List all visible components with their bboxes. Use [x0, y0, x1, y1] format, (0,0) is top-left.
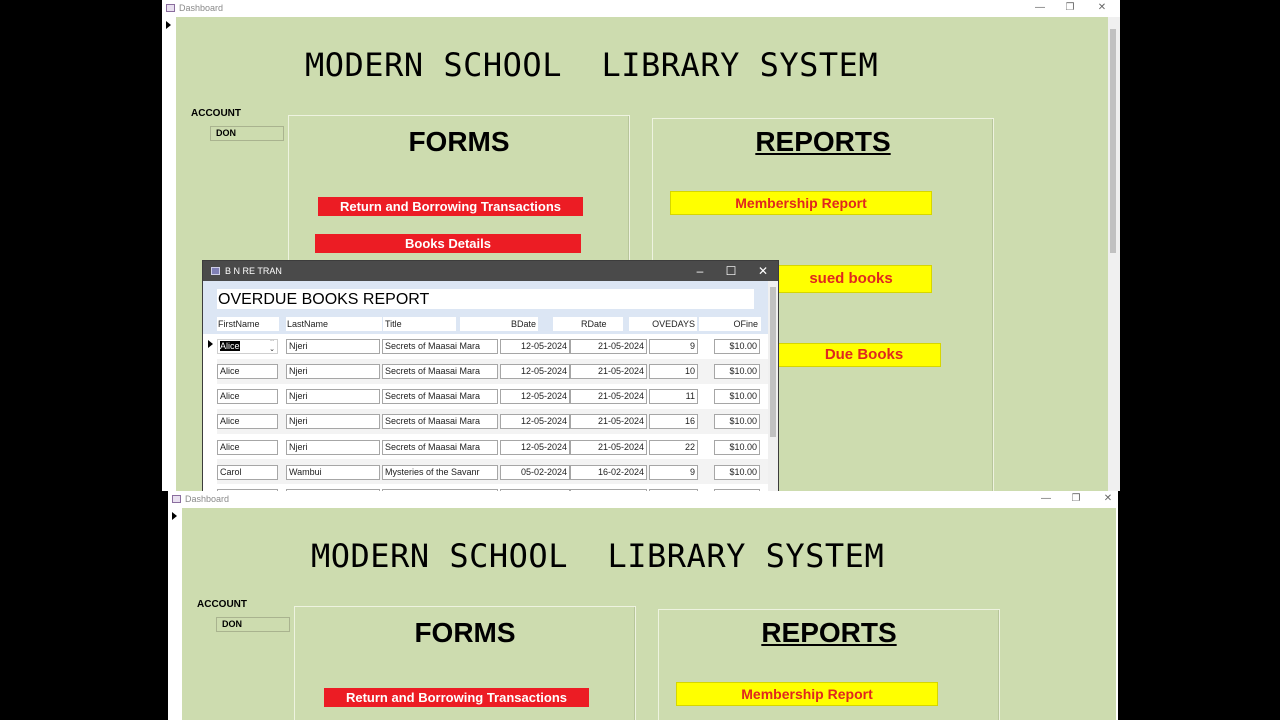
col-header-ovedays: OVEDAYS [629, 317, 697, 331]
cell-bdate[interactable]: 12-05-2024 [500, 440, 570, 455]
cell-firstname[interactable]: Alice [217, 389, 278, 404]
books-details-button[interactable]: Books Details [315, 234, 581, 253]
minimize-button[interactable]: — [1035, 2, 1045, 13]
form-canvas [182, 508, 1116, 720]
selected-text: Alice [220, 341, 240, 351]
col-header-title: Title [383, 317, 456, 331]
col-header-rdate: RDate [553, 317, 623, 331]
cell-firstname[interactable]: Alice [217, 440, 278, 455]
row-selector[interactable] [203, 459, 217, 484]
cell-ofine[interactable]: $10.00 [714, 465, 760, 480]
record-selector[interactable] [162, 17, 177, 491]
popup-close-button[interactable]: ✕ [757, 264, 769, 278]
close-button[interactable]: ✕ [1103, 493, 1113, 504]
vertical-scrollbar[interactable] [1108, 17, 1120, 491]
cell-bdate[interactable]: 12-05-2024 [500, 339, 570, 354]
form-icon [166, 4, 175, 12]
reports-title: REPORTS [761, 617, 897, 648]
cell-rdate[interactable]: 21-05-2024 [570, 440, 647, 455]
forms-panel [294, 606, 636, 720]
cell-ofine[interactable]: $10.00 [714, 389, 760, 404]
record-pointer-icon [166, 21, 171, 29]
cell-firstname[interactable]: Carol [217, 465, 278, 480]
popup-maximize-button[interactable]: ☐ [725, 264, 737, 278]
cell-ovedays[interactable]: 22 [649, 440, 698, 455]
cell-ovedays[interactable]: 16 [649, 414, 698, 429]
cell-lastname[interactable]: Njeri [286, 389, 380, 404]
overdue-books-label: Due Books [824, 346, 904, 363]
forms-title: FORMS [408, 126, 510, 157]
account-field[interactable]: DON [210, 126, 284, 141]
col-header-bdate: BDate [460, 317, 538, 331]
report-body [203, 281, 769, 491]
popup-title: B N RE TRAN [225, 266, 282, 276]
system-title: MODERN SCHOOL LIBRARY SYSTEM [305, 46, 879, 84]
cell-rdate[interactable]: 21-05-2024 [570, 364, 647, 379]
popup-title-bar [203, 261, 778, 281]
cell-title[interactable]: Mysteries of the Savanr [382, 465, 498, 480]
reports-title: REPORTS [755, 126, 891, 157]
minimize-button[interactable]: — [1041, 493, 1051, 504]
cell-lastname[interactable]: Njeri [286, 364, 380, 379]
membership-report-button[interactable]: Membership Report [670, 191, 932, 215]
row-selector[interactable] [203, 359, 217, 384]
cell-lastname[interactable]: Njeri [286, 414, 380, 429]
row-selector[interactable] [203, 334, 217, 359]
spinner-icon[interactable]: ⌃ ⌄ [269, 339, 275, 353]
cell-ovedays[interactable]: 10 [649, 364, 698, 379]
cell-bdate[interactable]: 12-05-2024 [500, 389, 570, 404]
account-field[interactable]: DON [216, 617, 290, 632]
reports-panel [658, 609, 1000, 720]
dashboard-window-bottom [168, 491, 1118, 720]
cell-rdate[interactable]: 21-05-2024 [570, 339, 647, 354]
cell-firstname[interactable]: Alice [217, 364, 278, 379]
record-selector[interactable] [168, 508, 183, 720]
membership-report-button[interactable]: Membership Report [676, 682, 938, 706]
record-pointer-icon [172, 512, 177, 520]
cell-title[interactable]: Secrets of Maasai Mara [382, 440, 498, 455]
cell-firstname[interactable] [217, 339, 278, 354]
popup-vertical-scrollbar[interactable] [768, 281, 778, 491]
cell-firstname[interactable]: Alice [217, 414, 278, 429]
col-header-ofine: OFine [699, 317, 761, 331]
col-header-lastname: LastName [286, 317, 382, 331]
form-icon [172, 495, 181, 503]
restore-button[interactable]: ❐ [1071, 493, 1081, 504]
account-label: ACCOUNT [197, 599, 247, 610]
row-selector[interactable] [203, 409, 217, 434]
cell-ofine[interactable]: $10.00 [714, 440, 760, 455]
title-bar [168, 491, 1118, 508]
system-title: MODERN SCHOOL LIBRARY SYSTEM [311, 537, 885, 575]
cell-lastname[interactable]: Wambui [286, 465, 380, 480]
cell-title[interactable]: Secrets of Maasai Mara [382, 414, 498, 429]
scrollbar-thumb[interactable] [770, 287, 776, 437]
cell-ovedays[interactable]: 9 [649, 339, 698, 354]
cell-ovedays[interactable]: 11 [649, 389, 698, 404]
return-borrowing-button[interactable]: Return and Borrowing Transactions [318, 197, 583, 216]
cell-title[interactable]: Secrets of Maasai Mara [382, 339, 498, 354]
col-header-firstname: FirstName [217, 317, 279, 331]
cell-rdate[interactable]: 21-05-2024 [570, 389, 647, 404]
cell-ofine[interactable]: $10.00 [714, 339, 760, 354]
account-label: ACCOUNT [191, 108, 241, 119]
popup-minimize-button[interactable]: – [696, 264, 704, 278]
cell-rdate[interactable]: 21-05-2024 [570, 414, 647, 429]
cell-bdate[interactable]: 12-05-2024 [500, 414, 570, 429]
forms-title: FORMS [414, 617, 516, 648]
issued-books-label: sued books [809, 270, 893, 287]
cell-bdate[interactable]: 05-02-2024 [500, 465, 570, 480]
current-record-icon [208, 340, 213, 348]
cell-lastname[interactable]: Njeri [286, 440, 380, 455]
cell-lastname[interactable]: Njeri [286, 339, 380, 354]
window-title: Dashboard [185, 494, 230, 504]
cell-ovedays[interactable]: 9 [649, 465, 698, 480]
row-selector[interactable] [203, 384, 217, 409]
cell-title[interactable]: Secrets of Maasai Mara [382, 364, 498, 379]
cell-bdate[interactable]: 12-05-2024 [500, 364, 570, 379]
window-title: Dashboard [179, 3, 224, 13]
cell-ofine[interactable]: $10.00 [714, 414, 760, 429]
overdue-report-popup [202, 260, 779, 492]
title-bar [162, 0, 1120, 17]
return-borrowing-button[interactable]: Return and Borrowing Transactions [324, 688, 589, 707]
close-button[interactable]: ✕ [1097, 2, 1107, 13]
form-icon [211, 267, 220, 275]
report-title: OVERDUE BOOKS REPORT [217, 289, 754, 309]
restore-button[interactable]: ❐ [1065, 2, 1075, 13]
cell-rdate[interactable]: 16-02-2024 [570, 465, 647, 480]
row-selector[interactable] [203, 434, 217, 459]
cell-title[interactable]: Secrets of Maasai Mara [382, 389, 498, 404]
cell-ofine[interactable]: $10.00 [714, 364, 760, 379]
scrollbar-thumb[interactable] [1110, 29, 1116, 253]
